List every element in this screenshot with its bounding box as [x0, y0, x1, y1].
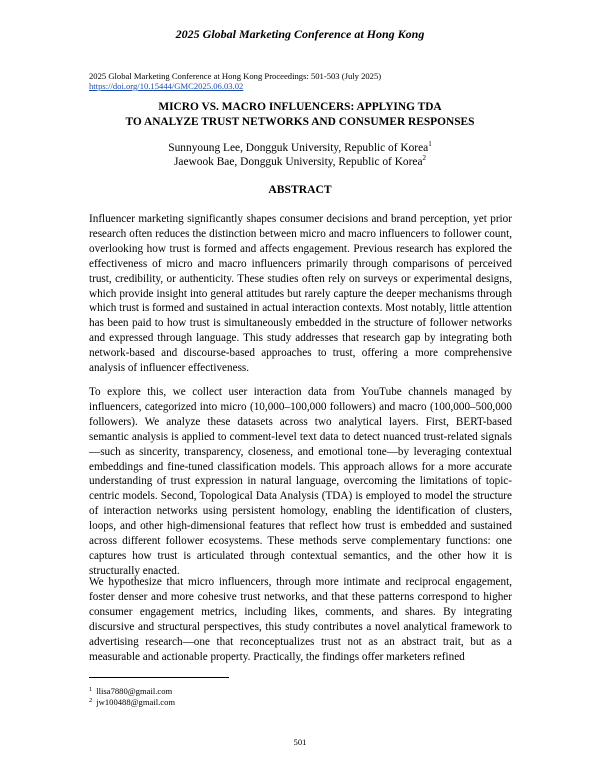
paper-title-line-2: TO ANALYZE TRUST NETWORKS AND CONSUMER RESPONSES [125, 116, 475, 128]
paper-title [0, 100, 600, 130]
page-number: 501 [293, 737, 307, 747]
footnote-2-email: jw100488@gmail.com [96, 697, 176, 707]
footnote-2-mark: 2 [89, 697, 93, 704]
author-list [0, 141, 600, 169]
author-2 [0, 155, 600, 169]
proceedings-citation: 2025 Global Marketing Conference at Hong Kong Proceedings: 501-503 (July 2025) [89, 71, 382, 81]
author-1 [0, 141, 600, 155]
abstract-paragraph-2: To explore this, we collect user interaction data from YouTube channels managed by influencers, categorized into micro (10,000–100,000 followers) and macro (100,000–500,000 followers). We analyze these datasets across two analytical layers. First, BERT-based semantic analysis is applied to comment-level text data to detect nuanced trust-related signals—such as sincerity, transparency, closeness, and emotional tone—by leveraging contextual embeddings and fine-tuned classification models. This approach allows for a more accurate understanding of trust expression in natural language, overcoming the limitations of topic-centric models. Second, Topological Data Analysis (TDA) is employed to model the structure of interaction networks using persistent homology, enabling the identification of clusters, loops, and other high-dimensional features that reflect how trust is embedded and sustained across different follower ecosystems. These methods serve complementary functions: one captures how trust is articulated through contextual semantics, and the other how it is structurally enacted. [89, 386, 512, 577]
abstract-paragraph-3: We hypothesize that micro influencers, through more intimate and reciprocal engagement, foster denser and more cohesive trust networks, and that these patterns correspond to higher consumer engagement metrics, including likes, comments, and shares. By integrating discursive and structural perspectives, this study contributes a novel analytical framework to advertising research—one that reconceptualizes trust not as an abstract trait, but as a measurable and actionable property. Practically, the findings offer marketers refined [89, 576, 512, 663]
footnote-1-email: llisa7880@gmail.com [96, 686, 173, 696]
author-2-affiliation: Jaewook Bae, Dongguk University, Republic of Korea [173, 156, 423, 168]
abstract-heading: ABSTRACT [268, 183, 332, 196]
doi-link[interactable]: https://doi.org/10.15444/GMC2025.06.03.02 [89, 81, 244, 91]
paper-title-line-1: MICRO VS. MACRO INFLUENCERS: APPLYING TDA [158, 101, 442, 113]
conference-header: 2025 Global Marketing Conference at Hong Kong [175, 27, 425, 41]
author-1-footnote-mark: 1 [428, 140, 432, 148]
abstract-paragraph-1: Influencer marketing significantly shapes consumer decisions and brand perception, yet prior research often reduces the distinction between micro and macro influencers to follower count, overlooking how trust is formed and affects engagement. Previous research has explored the effectiveness of micro and macro influencers primarily through comparisons of perceived trust, credibility, or authenticity. These studies often rely on surveys or experimental designs, which provide insight into general attitudes but rarely capture the deeper mechanisms through which trust is formed and sustained in actual interaction contexts. Most notably, little attention has been paid to how trust is simultaneously embedded in the structure of follower networks and expressed through language. This study addresses that research gap by integrating both network-based and discourse-based approaches to trust, offering a more comprehensive analysis of influencer effectiveness. [89, 213, 512, 375]
author-1-affiliation: Sunnyoung Lee, Dongguk University, Republic of Korea [168, 142, 429, 154]
author-2-footnote-mark: 2 [422, 154, 427, 162]
footnote-1-mark: 1 [89, 686, 93, 693]
footnote-2 [89, 695, 175, 708]
footnote-divider [89, 677, 229, 678]
